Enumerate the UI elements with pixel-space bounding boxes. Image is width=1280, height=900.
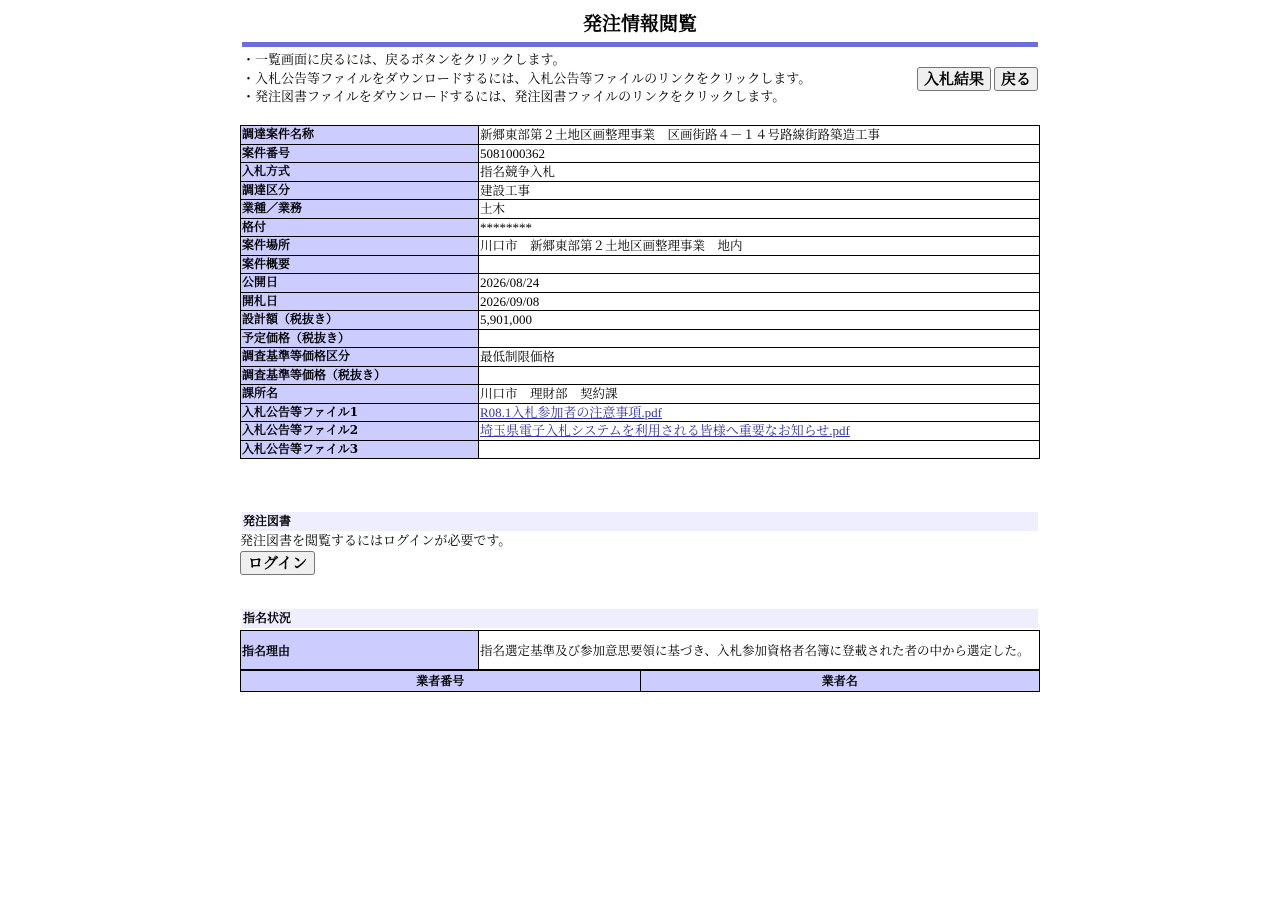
top-button-group — [917, 67, 1038, 91]
file-cell — [479, 403, 1040, 422]
login-required-note: 発注図書を閲覧するにはログインが必要です。 — [240, 534, 512, 549]
procurement-category-value: 建設工事 — [479, 181, 1040, 200]
industry-value: 土木 — [479, 200, 1040, 219]
case-details-table — [240, 125, 1040, 459]
row-label: 入札公告等ファイル1 — [241, 403, 479, 422]
table-row — [241, 422, 1040, 441]
table-row — [241, 385, 1040, 404]
row-label: 課所名 — [241, 385, 479, 404]
order-docs-heading: 発注図書 — [242, 512, 1038, 531]
nomination-heading: 指名状況 — [242, 609, 1038, 628]
bid-method-value: 指名競争入札 — [479, 163, 1040, 182]
bid-result-button[interactable]: 入札結果 — [917, 67, 991, 91]
location-value: 川口市 新郷東部第２土地区画整理事業 地内 — [479, 237, 1040, 256]
table-row — [241, 631, 1040, 670]
design-amount-value: 5,901,000 — [479, 311, 1040, 330]
planned-price-value — [479, 329, 1040, 348]
table-row — [241, 126, 1040, 145]
title-divider — [242, 42, 1038, 47]
row-label: 入札公告等ファイル2 — [241, 422, 479, 441]
row-label: 業種／業務 — [241, 200, 479, 219]
row-label: 予定価格（税抜き） — [241, 329, 479, 348]
row-label: 開札日 — [241, 292, 479, 311]
standard-price-value — [479, 366, 1040, 385]
notice-file-1-link[interactable]: R08.1入札参加者の注意事項.pdf — [480, 404, 663, 420]
notice-file-2-link[interactable]: 埼玉県電子入札システムを利用される皆様へ重要なお知らせ.pdf — [480, 423, 850, 439]
row-label: 調達区分 — [241, 181, 479, 200]
login-button[interactable]: ログイン — [240, 551, 315, 575]
table-row — [241, 144, 1040, 163]
table-row — [241, 163, 1040, 182]
table-row — [241, 292, 1040, 311]
instruction-line: ・一覧画面に戻るには、戻るボタンをクリックします。 — [242, 53, 566, 68]
row-label: 案件場所 — [241, 237, 479, 256]
column-header-contractor-name: 業者名 — [640, 671, 1040, 692]
table-row — [241, 440, 1040, 459]
department-value: 川口市 理財部 契約課 — [479, 385, 1040, 404]
table-row — [241, 200, 1040, 219]
row-label: 入札方式 — [241, 163, 479, 182]
table-row — [241, 329, 1040, 348]
instruction-line: ・発注図書ファイルをダウンロードするには、発注図書ファイルのリンクをクリックします。 — [242, 90, 786, 105]
instructions — [242, 52, 811, 108]
table-row — [241, 366, 1040, 385]
file-cell — [479, 422, 1040, 441]
row-label: 指名理由 — [241, 631, 479, 670]
row-label: 格付 — [241, 218, 479, 237]
summary-value — [479, 255, 1040, 274]
row-label: 公開日 — [241, 274, 479, 293]
contractor-table — [240, 670, 1040, 692]
column-header-contractor-number: 業者番号 — [241, 671, 641, 692]
nomination-reason-value: 指名選定基準及び参加意思要領に基づき、入札参加資格者名簿に登載された者の中から選定した。 — [479, 631, 1040, 670]
row-label: 案件番号 — [241, 144, 479, 163]
row-label: 調達案件名称 — [241, 126, 479, 145]
standard-price-category-value: 最低制限価格 — [479, 348, 1040, 367]
grade-value: ******** — [479, 218, 1040, 237]
instruction-line: ・入札公告等ファイルをダウンロードするには、入札公告等ファイルのリンクをクリックします。 — [242, 71, 812, 87]
table-row — [241, 181, 1040, 200]
opening-date-value: 2026/09/08 — [479, 292, 1040, 311]
case-number-value: 5081000362 — [479, 144, 1040, 163]
nomination-reason-table — [240, 630, 1040, 670]
table-row — [241, 311, 1040, 330]
table-row — [241, 403, 1040, 422]
row-label: 調査基準等価格区分 — [241, 348, 479, 367]
table-row — [241, 348, 1040, 367]
row-label: 設計額（税抜き） — [241, 311, 479, 330]
case-name-value: 新郷東部第２土地区画整理事業 区画街路４－１４号路線街路築造工事 — [479, 126, 1040, 145]
table-row — [241, 218, 1040, 237]
table-header-row — [241, 671, 1040, 692]
table-row — [241, 274, 1040, 293]
back-button[interactable]: 戻る — [994, 67, 1038, 91]
row-label: 案件概要 — [241, 255, 479, 274]
row-label: 入札公告等ファイル3 — [241, 440, 479, 459]
notice-file-3-value — [479, 440, 1040, 459]
publish-date-value: 2026/08/24 — [479, 274, 1040, 293]
table-row — [241, 237, 1040, 256]
row-label: 調査基準等価格（税抜き） — [241, 366, 479, 385]
table-row — [241, 255, 1040, 274]
page-title: 発注情報閲覧 — [582, 13, 697, 35]
